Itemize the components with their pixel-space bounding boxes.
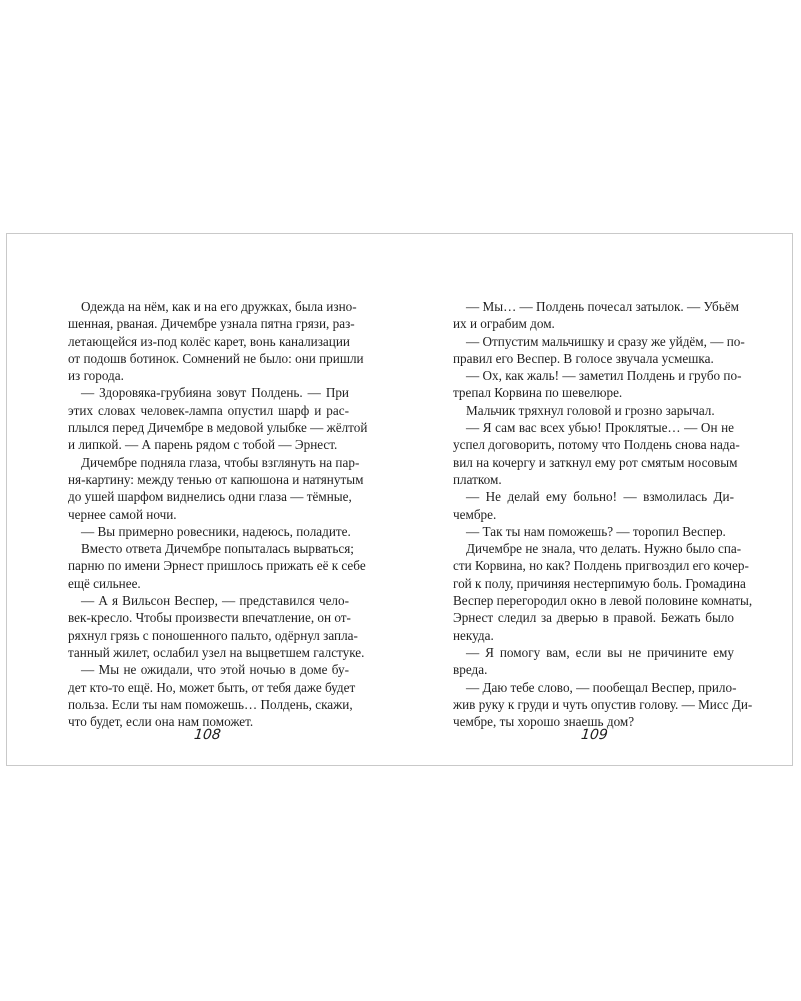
text-line: правил его Веспер. В голосе звучала усмешка. [453,350,714,366]
text-line: — Вы примерно ровесники, надеюсь, поладите. [81,523,351,539]
text-line: — Мы… — Полдень почесал затылок. — Убьём [466,299,739,314]
text-line: — Ох, как жаль! — заметил Полдень и грубо по- [466,368,742,384]
text-line: Одежда на нём, как и на его дружках, была изно- [81,299,357,314]
text-line: что будет, если она нам поможет. [68,714,254,730]
book-spread [6,233,793,766]
text-line: успел договорить, потому что Полдень снова нада- [453,437,740,453]
text-line: Вместо ответа Дичембре попыталась вырваться; [81,541,354,557]
text-line: сти Корвина, но как? Полдень пригвоздил его кочер- [453,558,749,574]
text-line: жив руку к груди и чуть опустив голову. — Мисс Ди- [453,696,753,712]
text-line: парню по имени Эрнест пришлось прижать её к себе [68,558,366,574]
text-line: — Так ты нам поможешь? — торопил Веспер. [466,523,726,539]
text-line: — А я Вильсон Веспер, — представился чело- [81,593,349,609]
text-line: летающейся из-под колёс карет, вонь канализации [68,333,350,349]
text-line: платком. [453,471,502,487]
text-line: польза. Если ты нам поможешь… Полдень, скажи, [68,696,353,712]
text-line: Эрнест следил за дверью в правой. Бежать было [453,610,734,626]
text-line: — Отпустим мальчишку и сразу же уйдём, — по- [466,333,745,349]
text-line: — Здоровяка-грубияна зовут Полдень. — При [81,385,349,401]
text-line: век-кресло. Чтобы произвести впечатление, он от- [68,610,351,626]
text-line: танный жилет, ослабил узел на выцветшем галстуке. [68,644,365,660]
text-line: чембре, ты хорошо знаешь дом? [453,714,635,730]
text-line: от подошв ботинок. Сомнений не было: они пришли [68,350,364,366]
text-line: их и ограбим дом. [453,316,555,332]
text-line: — Я сам вас всех убью! Проклятые… — Он не [466,420,734,436]
text-line: ещё сильнее. [68,575,141,591]
left-page-number: 108 [193,727,222,743]
right-page-text [453,298,753,730]
text-line: до ушей шарфом виднелись одни глаза — тёмные, [68,489,352,505]
text-line: некуда. [453,627,494,643]
left-page-text [68,298,368,730]
right-page-number: 109 [580,727,609,743]
text-line: этих словах человек-лампа опустил шарф и рас- [68,402,349,418]
text-line: и липкой. — А парень рядом с тобой — Эрнест. [68,437,338,453]
text-line: вреда. [453,662,488,678]
text-line: ряхнул грязь с поношенного пальто, одёрнул запла- [68,627,358,643]
text-line: чернее самой ночи. [68,506,177,522]
text-line: — Даю тебе слово, — пообещал Веспер, прило- [466,679,737,695]
text-line: Дичембре подняла глаза, чтобы взглянуть на пар- [81,454,360,470]
text-line: ня-картину: между тенью от капюшона и натянутым [68,471,364,487]
text-line: трепал Корвина по шевелюре. [453,385,623,401]
text-line: Веспер перегородил окно в левой половине комнаты, [453,593,753,609]
text-line: Мальчик тряхнул головой и грозно зарычал. [466,402,715,418]
text-line: — Не делай ему больно! — взмолилась Ди- [466,489,734,505]
text-line: — Я помогу вам, если вы не причините ему [466,644,734,660]
text-line: из города. [68,368,124,384]
text-line: шенная, рваная. Дичембре узнала пятна грязи, раз- [68,316,355,332]
text-line: чембре. [453,506,497,522]
text-line: плылся перед Дичембре в медовой улыбке — жёлтой [68,420,368,436]
text-line: гой к полу, причиняя нестерпимую боль. Громадина [453,575,746,591]
text-line: — Мы не ожидали, что этой ночью в доме бу- [81,662,349,678]
text-line: вил на кочергу и заткнул ему рот смятым носовым [453,454,738,470]
text-line: Дичембре не знала, что делать. Нужно было спа- [466,541,742,557]
text-line: дет кто-то ещё. Но, может быть, от тебя даже будет [68,679,356,695]
